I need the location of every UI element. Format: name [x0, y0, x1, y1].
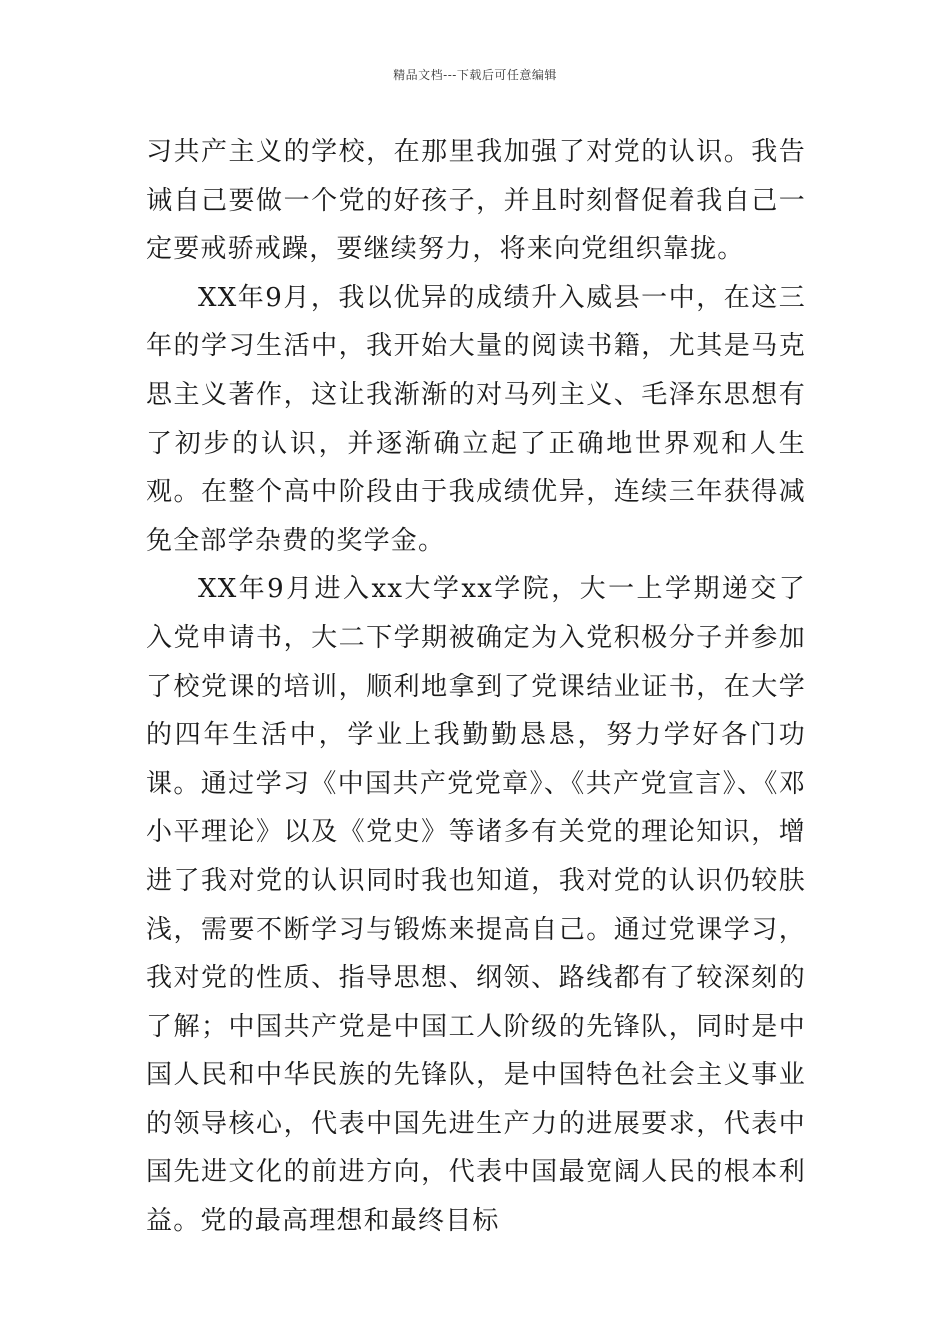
document-body	[146, 128, 806, 1246]
paragraph-university: XX年9月进入xx大学xx学院，大一上学期递交了入党申请书，大二下学期被确定为入党积极分子并参加了校党课的培训，顺利地拿到了党课结业证书，在大学的四年生活中，学业上我勤勤恳恳，努力学好各门功课。通过学习《中国共产党党章》、《共产党宣言》、《邓小平理论》以及《党史》等诸多有关党的理论知识，增进了我对党的认识同时我也知道，我对党的认识仍较肤浅，需要不断学习与锻炼来提高自己。通过党课学习，我对党的性质、指导思想、纲领、路线都有了较深刻的了解；中国共产党是中国工人阶级的先锋队，同时是中国人民和中华民族的先锋队，是中国特色社会主义事业的领导核心，代表中国先进生产力的进展要求，代表中国先进文化的前进方向，代表中国最宽阔人民的根本利益。党的最高理想和最终目标	[146, 574, 806, 1237]
page-header: 精品文档---下载后可任意编辑	[393, 68, 557, 82]
paragraph-continuation: 习共产主义的学校，在那里我加强了对党的认识。我告诫自己要做一个党的好孩子，并且时刻督促着我自己一定要戒骄戒躁，要继续努力，将来向党组织靠拢。	[146, 137, 806, 265]
paragraph-high-school: XX年9月，我以优异的成绩升入威县一中，在这三年的学习生活中，我开始大量的阅读书籍，尤其是马克思主义著作，这让我渐渐的对马列主义、毛泽东思想有了初步的认识，并逐渐确立起了正确地世界观和人生观。在整个高中阶段由于我成绩优异，连续三年获得减免全部学杂费的奖学金。	[146, 282, 806, 556]
